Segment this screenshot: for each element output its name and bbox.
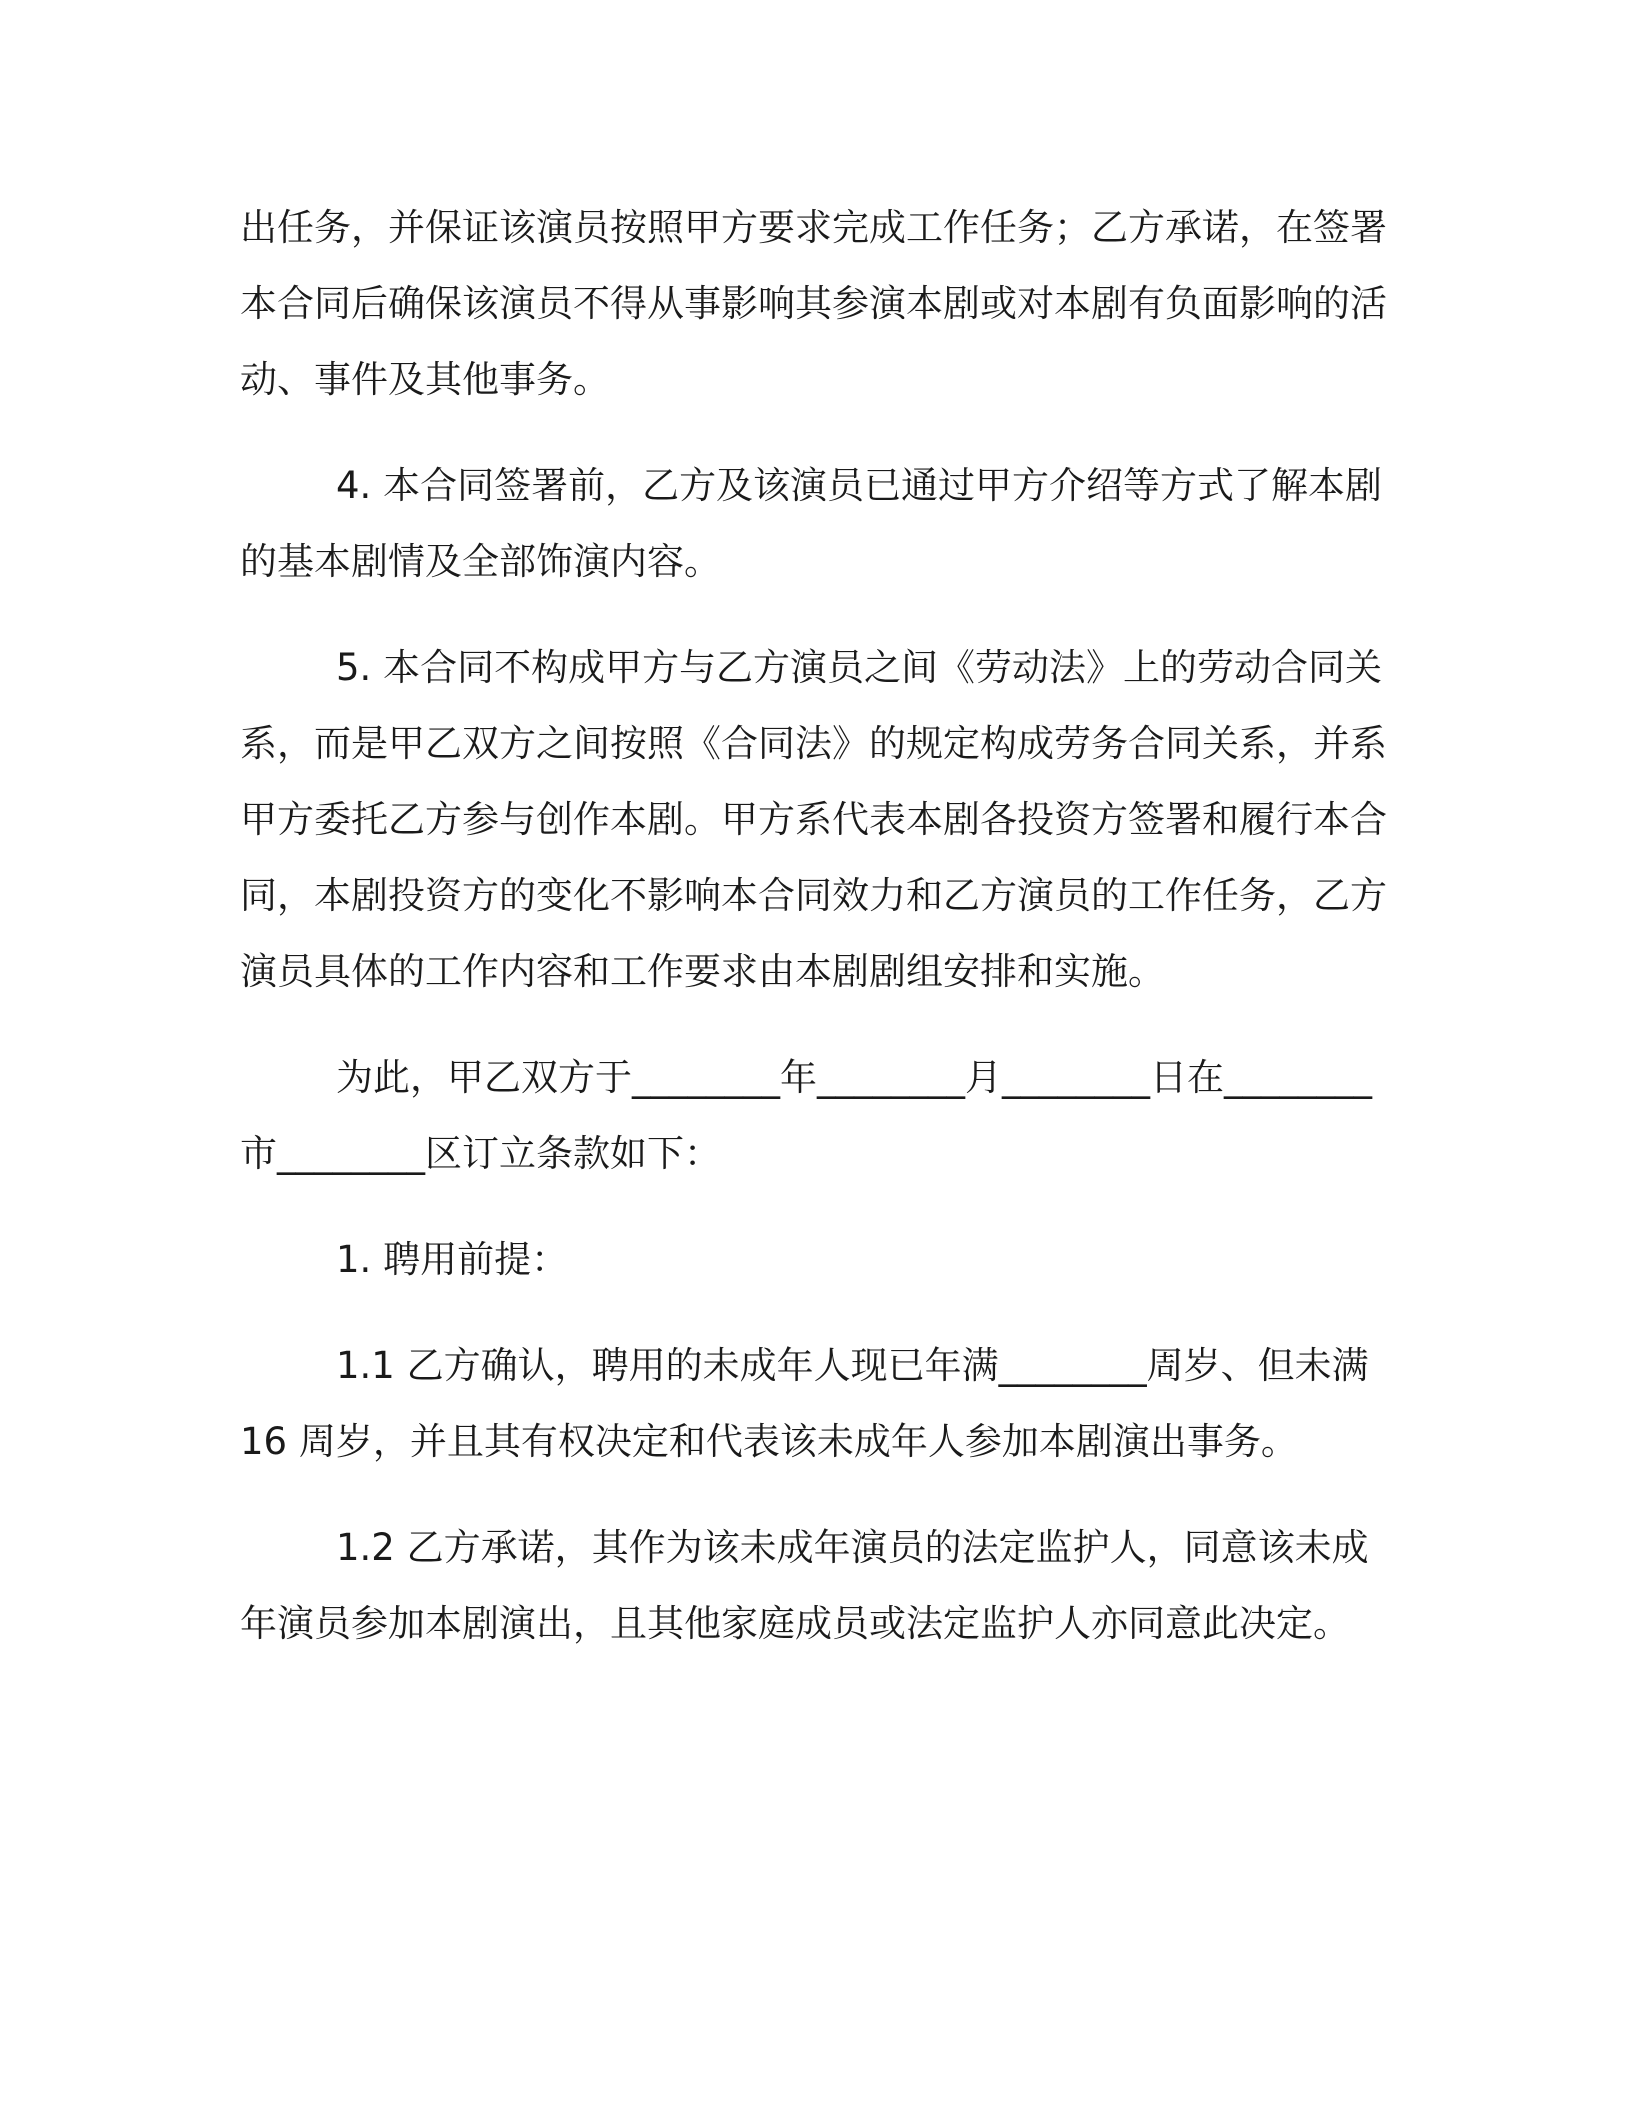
paragraph-agreement-date-place: 为此，甲乙双方于________年________月________日在________市________区订立条款如下： bbox=[240, 1056, 1372, 1175]
paragraph-section-1-heading: 1. 聘用前提： bbox=[336, 1238, 569, 1281]
paragraph-clause-1-2: 1.2 乙方承诺，其作为该未成年演员的法定监护人，同意该未成年演员参加本剧演出，且其他家庭成员或法定监护人亦同意此决定。 bbox=[240, 1526, 1369, 1645]
paragraph-clause-5: 5. 本合同不构成甲方与乙方演员之间《劳动法》上的劳动合同关系，而是甲乙双方之间按照《合同法》的规定构成劳务合同关系，并系甲方委托乙方参与创作本剧。甲方系代表本剧各投资方签署和履行本合同，本剧投资方的变化不影响本合同效力和乙方演员的工作任务，乙方演员具体的工作内容和工作要求由本剧剧组安排和实施。 bbox=[240, 646, 1387, 993]
paragraph-clause-1-1: 1.1 乙方确认，聘用的未成年人现已年满________周岁、但未满 16 周岁，并且其有权决定和代表该未成年人参加本剧演出事务。 bbox=[240, 1344, 1369, 1463]
document-body bbox=[240, 190, 1400, 1692]
paragraph-clause-4: 4. 本合同签署前，乙方及该演员已通过甲方介绍等方式了解本剧的基本剧情及全部饰演内容。 bbox=[240, 464, 1383, 583]
paragraph-clause-3-continued: 出任务，并保证该演员按照甲方要求完成工作任务；乙方承诺，在签署本合同后确保该演员不得从事影响其参演本剧或对本剧有负面影响的活动、事件及其他事务。 bbox=[240, 206, 1387, 401]
